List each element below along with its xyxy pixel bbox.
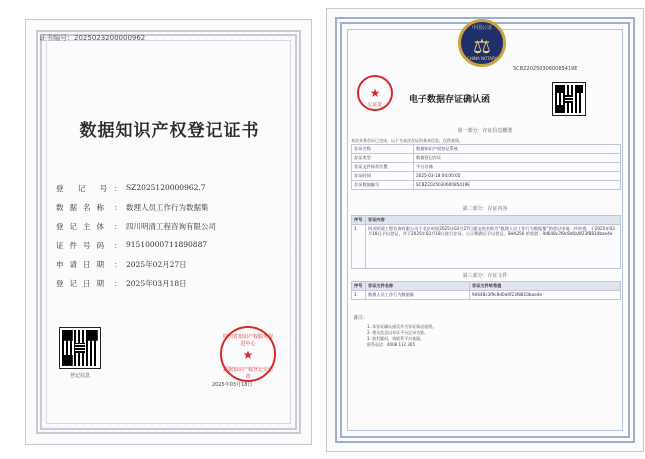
field-label: 登 记 号 [56, 184, 114, 193]
table-row: 1 四川明清工程咨询有限公司于北京时间2025年02月27日提交的名称为“数理人员工作行为数据集”的登记申请，经审查，于2025年03月18日予以登记，并于2025年03月18日进行存证，公示期满后予以登记。SHA256 哈希值：9d648c3f9c8d0a9f23f8810bae4e [352, 225, 621, 269]
badge-top-text: 中国公证 [471, 25, 492, 31]
certificate-number [39, 33, 145, 43]
scales-icon: ⚖ [473, 34, 491, 58]
field-value: 四川明清工程咨询有限公司 [126, 222, 216, 231]
certificate-number-value: 2025023200000962 [74, 34, 146, 42]
table-row: 存证时间 2025-03-18 04:00:05 [352, 172, 621, 181]
content-table [351, 215, 621, 269]
table-row: 存证类型 数据登记存证 [352, 154, 621, 163]
contact-phone: 联系电话：4008 112 365 [367, 342, 415, 347]
record-number: SCBZ202503060085419E [513, 66, 578, 72]
section-files-heading: 第三部分：存证文件 [462, 273, 508, 279]
field-value: 2025年02月27日 [126, 260, 187, 269]
field-value: 91510000711890887 [126, 240, 208, 249]
seal-text: 四川省知识产权服务促进中心 [222, 334, 273, 347]
field-value: 2025年03月18日 [126, 279, 187, 288]
field-value: SZ2025120000962.7 [126, 183, 206, 192]
field-id-number: 证件号码 ： 91510000711890887 [56, 240, 208, 250]
seal-text: 公证处 [367, 102, 383, 108]
letter-title: 电子数据存证确认函 [409, 95, 491, 105]
files-table [351, 281, 621, 300]
star-icon: ★ [242, 347, 254, 362]
section-summary-heading: 第一部分：存证信息概要 [457, 128, 513, 134]
summary-table [351, 144, 621, 190]
field-application-date: 申请日期 ： 2025年02月27日 [56, 260, 187, 269]
data-ip-certificate [25, 19, 312, 445]
note-item: 2. 相关信息以存证平台记录为准。 [367, 330, 429, 335]
table-row: 存证数据编号 SCBZ202503060085419E [352, 181, 621, 190]
field-label: 数据名称 [56, 203, 110, 212]
notary-badge [458, 19, 506, 67]
table-row: 存证文件保存位置 平台存储 [352, 163, 621, 172]
certificate-title: 数据知识产权登记证书 [79, 121, 260, 141]
certificate-number-label: 证书编号： [39, 34, 74, 42]
field-label: 申请日期 [56, 260, 110, 269]
field-label: 登记日期 [56, 279, 110, 288]
table-header-row: 序号 存证内容 [352, 216, 621, 225]
field-registration-date: 登记日期 ： 2025年03月18日 [56, 279, 187, 288]
table-header-row: 序号 存证文件名称 存证文件哈希值 [352, 282, 621, 291]
seal-caption: 数据知识产权登记专用章 [222, 367, 273, 380]
intro-line: 本次业务存证已完成，以下为本次存证的基本信息，仅供查阅。 [351, 138, 463, 143]
registration-qr-code[interactable] [60, 328, 100, 368]
field-label: 登记主体 [56, 222, 110, 231]
official-seal [220, 326, 276, 382]
notary-seal [357, 75, 393, 111]
note-item: 1. 本存证确认函仅作为存证情况说明。 [367, 324, 437, 329]
verification-qr-code[interactable] [553, 83, 585, 115]
notes-title: 备注： [353, 315, 369, 321]
table-row: 1 数理人员工作行为数据集 9d648c3f9c8d0a9f23f8810bae4e [352, 291, 621, 300]
section-content-heading: 第二部分：存证内容 [462, 206, 508, 212]
badge-bottom-text: CHINA NOTARY [467, 56, 497, 61]
field-registration-no: 登 记 号 ： SZ2025120000962.7 [56, 183, 206, 193]
star-icon: ★ [369, 85, 381, 100]
note-item: 3. 如有疑问，请联系平台客服。 [367, 336, 425, 341]
field-value: 数理人员工作行为数据集 [126, 203, 209, 212]
electronic-evidence-letter [326, 8, 644, 452]
seal-date: 2025年03月18日 [212, 382, 253, 388]
qr-caption: 登记信息 [69, 373, 90, 379]
field-registrant: 登记主体 ： 四川明清工程咨询有限公司 [56, 222, 216, 231]
field-label: 证件号码 [56, 241, 110, 250]
field-data-name: 数据名称 ： 数理人员工作行为数据集 [56, 203, 209, 212]
table-row: 存证名称 数据知识产权登记系统 [352, 145, 621, 154]
